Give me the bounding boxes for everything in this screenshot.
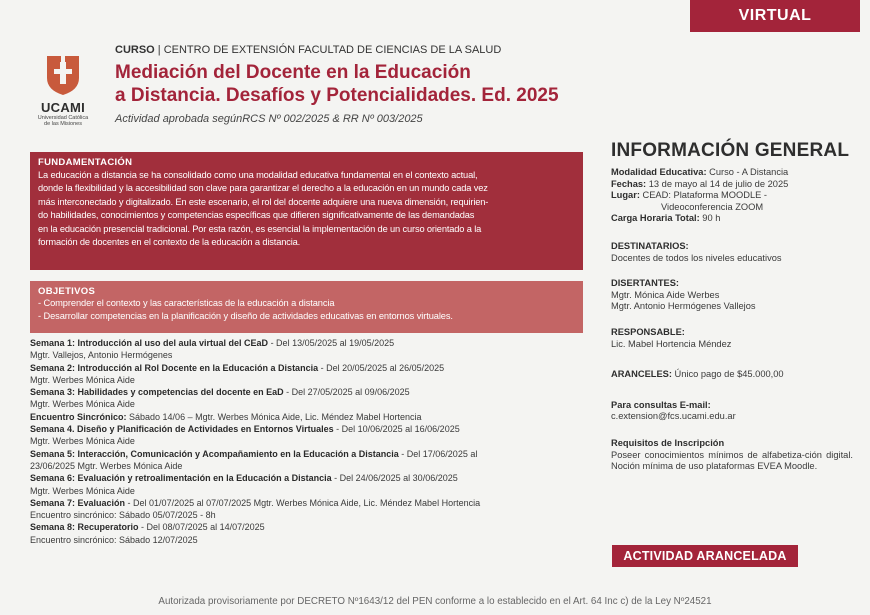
lugar-row xyxy=(611,190,861,202)
disertantes-section xyxy=(611,278,861,313)
aranceles-label: ARANCELES: xyxy=(611,369,672,380)
schedule-line-bold: Semana 2: Introducción al Rol Docente en la Educación a Distancia xyxy=(30,362,319,373)
kicker-curso: CURSO xyxy=(115,44,155,56)
destinatarios-label: DESTINATARIOS: xyxy=(611,240,689,251)
objetivo-item: - Desarrollar competencias en la planificación y diseño de actividades educativas en entornos virtuales. xyxy=(38,310,453,321)
ucami-shield-icon xyxy=(45,52,81,96)
fundamentacion-box xyxy=(30,152,583,270)
disertante-item: Mgtr. Mónica Aide Werbes xyxy=(611,289,720,300)
fechas-value: 13 de mayo al 14 de julio de 2025 xyxy=(646,178,789,189)
schedule-line xyxy=(30,521,590,533)
lugar-label: Lugar: xyxy=(611,190,640,201)
schedule-line-bold: Semana 3: Habilidades y competencias del docente en EaD xyxy=(30,387,284,398)
fechas-row xyxy=(611,179,861,191)
schedule-line-text: Mgtr. Vallejos, Antonio Hermógenes xyxy=(30,350,173,361)
responsable-label: RESPONSABLE: xyxy=(611,326,685,337)
destinatarios-section xyxy=(611,241,861,264)
fechas-label: Fechas: xyxy=(611,178,647,189)
schedule-line-text: Mgtr. Werbes Mónica Aide xyxy=(30,436,135,447)
fundamentacion-line: La educación a distancia se ha consolidado como una modalidad educativa fundamental en el contexto actual, xyxy=(38,170,478,180)
schedule-line xyxy=(30,337,590,349)
schedule-line xyxy=(30,460,590,472)
modalidad-label: Modalidad Educativa: xyxy=(611,167,707,177)
fundamentacion-line: formación de docentes en el contexto de la educación a distancia. xyxy=(38,237,301,248)
logo-name: UCAMI xyxy=(40,100,86,115)
fundamentacion-title: FUNDAMENTACIÓN xyxy=(38,157,133,168)
schedule-line-bold: Encuentro Sincrónico: xyxy=(30,411,127,422)
course-kicker xyxy=(115,44,675,56)
schedule-line-text: Mgtr. Werbes Mónica Aide xyxy=(30,374,135,385)
schedule-line xyxy=(30,398,590,410)
approval-text: Actividad aprobada segúnRCS Nº 002/2025 & RR Nº 003/2025 xyxy=(115,113,423,125)
schedule-list xyxy=(30,337,590,546)
disertantes-label: DISERTANTES: xyxy=(611,278,680,289)
schedule-line-text: - Del 24/06/2025 al 30/06/2025 xyxy=(331,473,458,484)
responsable-value: Lic. Mabel Hortencia Méndez xyxy=(611,338,732,349)
legal-footer: Autorizada provisoriamente por DECRETO Nº1643/12 del PEN conforme a lo establecido en el Art. 64 Inc c) de la Ley Nº24521 xyxy=(158,596,712,607)
schedule-line xyxy=(30,423,590,435)
course-title-line-2: a Distancia. Desafíos y Potencialidades. Ed. 2025 xyxy=(115,85,559,106)
schedule-line-text: - Del 10/06/2025 al 16/06/2025 xyxy=(333,424,460,435)
modalidad-value: Curso - A Distancia xyxy=(706,167,789,177)
carga-label: Carga Horaria Total: xyxy=(611,213,700,224)
schedule-line xyxy=(30,485,590,497)
schedule-line xyxy=(30,448,590,460)
kicker-center: | CENTRO DE EXTENSIÓN FACULTAD DE CIENCIAS DE LA SALUD xyxy=(154,44,502,56)
modalidad-row xyxy=(611,167,861,179)
fundamentacion-line: más interconectado y digitalizado. En este escenario, el rol del docente adquiere una nueva dimensión, requirien- xyxy=(38,196,489,207)
requisitos-label: Requisitos de Inscripción xyxy=(611,437,725,448)
schedule-line xyxy=(30,349,590,361)
objetivos-box xyxy=(30,281,583,333)
requisitos-value: Poseer conocimientos mínimos de alfabetiza-ción digital. Noción mínima de uso plataformas EVEA Moodle. xyxy=(611,449,853,472)
lugar-value-2: Videoconferencia ZOOM xyxy=(661,201,764,212)
schedule-line-text: 23/06/2025 Mgtr. Werbes Mónica Aide xyxy=(30,460,183,471)
schedule-line-bold: Semana 4. Diseño y Planificación de Actividades en Entornos Virtuales xyxy=(30,424,334,435)
actividad-arancelada-button[interactable]: ACTIVIDAD ARANCELADA xyxy=(612,545,798,567)
schedule-line xyxy=(30,411,590,423)
fundamentacion-line: do habilidades, conocimientos y competencias específicas que difieren significativamente de las demandadas xyxy=(38,210,475,221)
general-info-panel xyxy=(611,140,861,473)
schedule-line-text: Encuentro sincrónico: Sábado 05/07/2025 - 8h xyxy=(30,510,216,521)
schedule-line xyxy=(30,497,590,509)
general-info-title: INFORMACIÓN GENERAL xyxy=(611,140,850,161)
schedule-line-bold: Semana 1: Introducción al uso del aula virtual del CEaD xyxy=(30,338,269,348)
aranceles-section xyxy=(611,369,861,381)
schedule-line-text: Mgtr. Werbes Mónica Aide xyxy=(30,485,135,496)
course-title xyxy=(115,61,675,107)
course-title-line-1: Mediación del Docente en la Educación xyxy=(115,62,471,83)
schedule-line-text: - Del 27/05/2025 al 09/06/2025 xyxy=(283,387,410,398)
logo-subtitle-1: Universidad Católica xyxy=(37,115,89,121)
lugar-value: CEAD: Plataforma MOODLE - xyxy=(639,190,768,201)
course-header xyxy=(115,44,675,125)
disertante-item: Mgtr. Antonio Hermógenes Vallejos xyxy=(611,301,756,312)
schedule-line-text: - Del 08/07/2025 al 14/07/2025 xyxy=(138,522,265,533)
fundamentacion-line: donde la flexibilidad y la accesibilidad son clave para garantizar el derecho a la educación en un mundo cada vez xyxy=(38,183,488,194)
schedule-line xyxy=(30,435,590,447)
consultas-email[interactable]: c.extension@fcs.ucami.edu.ar xyxy=(611,411,736,422)
objetivo-item: - Comprender el contexto y las características de la educación a distancia xyxy=(38,298,335,308)
schedule-line xyxy=(30,534,590,546)
carga-value: 90 h xyxy=(699,213,721,224)
requisitos-section xyxy=(611,438,861,473)
fundamentacion-text xyxy=(38,169,575,249)
schedule-line xyxy=(30,386,590,398)
schedule-line-bold: Semana 5: Interacción, Comunicación y Acompañamiento en la Educación a Distancia xyxy=(30,448,399,459)
schedule-line-text: Sábado 14/06 – Mgtr. Werbes Mónica Aide, Lic. Méndez Mabel Hortencia xyxy=(126,411,422,422)
consultas-label: Para consultas E-mail: xyxy=(611,399,711,410)
fundamentacion-line: en la educación presencial tradicional. Por esta razón, es esencial la implementación de un curso orientado a la xyxy=(38,223,482,234)
schedule-line-text: Mgtr. Werbes Mónica Aide xyxy=(30,399,135,410)
schedule-line-text: - Del 20/05/2025 al 26/05/2025 xyxy=(318,362,445,373)
consultas-section xyxy=(611,400,861,423)
carga-row xyxy=(611,213,861,225)
schedule-line-bold: Semana 8: Recuperatorio xyxy=(30,522,139,533)
schedule-line-text: - Del 13/05/2025 al 19/05/2025 xyxy=(268,338,395,348)
schedule-line xyxy=(30,362,590,374)
logo-subtitle-2: de las Misiones xyxy=(44,121,82,127)
schedule-line xyxy=(30,509,590,521)
destinatarios-value: Docentes de todos los niveles educativos xyxy=(611,252,782,263)
schedule-line-text: - Del 01/07/2025 al 07/07/2025 Mgtr. Werbes Mónica Aide, Lic. Méndez Mabel Hortencia xyxy=(125,497,481,508)
responsable-section xyxy=(611,327,861,350)
aranceles-value: Único pago de $45.000,00 xyxy=(671,369,784,380)
schedule-line-text: - Del 17/06/2025 al xyxy=(398,448,478,459)
schedule-line-bold: Semana 7: Evaluación xyxy=(30,497,126,508)
schedule-line xyxy=(30,472,590,484)
schedule-line xyxy=(30,374,590,386)
ucami-logo xyxy=(22,52,104,138)
schedule-line-bold: Semana 6: Evaluación y retroalimentación en la Educación a Distancia xyxy=(30,473,332,484)
virtual-badge: VIRTUAL xyxy=(690,0,860,32)
objetivos-title: OBJETIVOS xyxy=(38,286,96,297)
schedule-line-text: Encuentro sincrónico: Sábado 12/07/2025 xyxy=(30,534,198,545)
